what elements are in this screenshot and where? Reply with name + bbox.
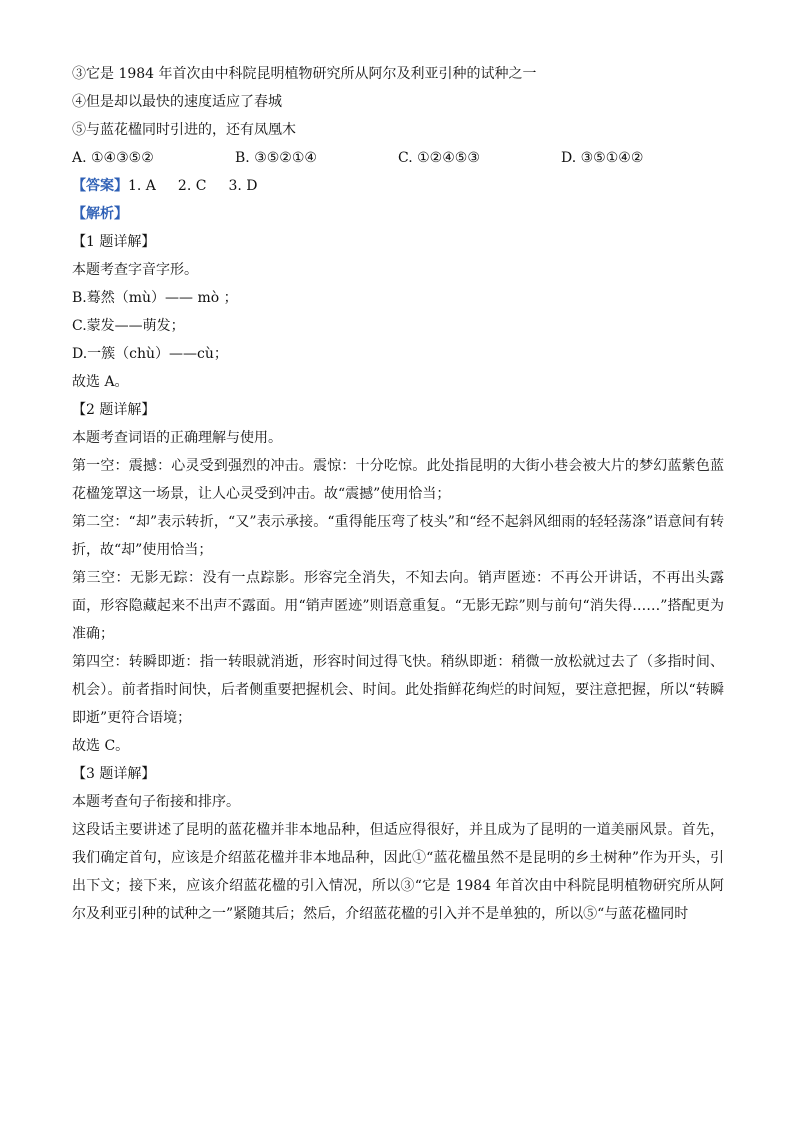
q2-intro: 本题考查词语的正确理解与使用。 bbox=[72, 430, 282, 446]
q1-line-c: C.蒙发——萌发； bbox=[72, 318, 185, 334]
q1-intro: 本题考查字音字形。 bbox=[72, 262, 198, 278]
option-a: A. ①④③⑤② bbox=[72, 150, 154, 166]
q2-blank-1: 第一空：震撼：心灵受到强烈的冲击。震惊：十分吃惊。此处指昆明的大街小巷会被大片的梦幻蓝紫色蓝花楹笼罩这一场景，让人心灵受到冲击。故“震撼”使用恰当； bbox=[72, 458, 724, 502]
sentence-item-5: ⑤与蓝花楹同时引进的，还有凤凰木 bbox=[72, 122, 296, 138]
q1-title: 【1 题详解】 bbox=[72, 234, 156, 250]
answer-line bbox=[72, 172, 724, 200]
q2-conclusion: 故选 C。 bbox=[72, 738, 130, 754]
document-page bbox=[72, 60, 724, 928]
q3-intro: 本题考查句子衔接和排序。 bbox=[72, 794, 240, 810]
option-d: D. ③⑤①④② bbox=[561, 150, 644, 166]
answer-options bbox=[72, 144, 724, 172]
answer-1: 1. A bbox=[128, 178, 156, 194]
q1-line-b: B.蓦然（mù）—— mò ； bbox=[72, 290, 238, 306]
q3-explanation: 这段话主要讲述了昆明的蓝花楹并非本地品种，但适应得很好，并且成为了昆明的一道美丽风景。首先，我们确定首句，应该是介绍蓝花楹并非本地品种，因此①“蓝花楹虽然不是昆明的乡土树种”作为开头，引出下文；接下来，应该介绍蓝花楹的引入情况，所以③“它是 1984 年首次由中科院昆明植物研究所从阿尔及利亚引种的试种之一”紧随其后；然后，介绍蓝花楹的引入并不是单独的，所以⑤“与蓝花楹同时 bbox=[72, 822, 724, 922]
q1-line-d: D.一簇（chù）——cù； bbox=[72, 346, 228, 362]
q2-blank-4: 第四空：转瞬即逝：指一转眼就消逝，形容时间过得飞快。稍纵即逝：稍微一放松就过去了（多指时间、机会）。前者指时间快，后者侧重要把握机会、时间。此处指鲜花绚烂的时间短，要注意把握，所以“转瞬即逝”更符合语境； bbox=[72, 654, 724, 726]
q2-title: 【2 题详解】 bbox=[72, 402, 156, 418]
option-c: C. ①②④⑤③ bbox=[398, 150, 480, 166]
q2-blank-2: 第二空：“却”表示转折，“又”表示承接。“重得能压弯了枝头”和“经不起斜风细雨的轻轻荡涤”语意间有转折，故“却”使用恰当； bbox=[72, 514, 724, 558]
sentence-item-4: ④但是却以最快的速度适应了春城 bbox=[72, 94, 282, 110]
analysis-label: 【解析】 bbox=[72, 206, 128, 222]
option-b: B. ③⑤②①④ bbox=[235, 150, 317, 166]
q2-blank-3: 第三空：无影无踪：没有一点踪影。形容完全消失，不知去向。销声匿迹：不再公开讲话，不再出头露面，形容隐藏起来不出声不露面。用“销声匿迹”则语意重复。“无影无踪”则与前句“消失得……”搭配更为准确； bbox=[72, 570, 724, 642]
q3-title: 【3 题详解】 bbox=[72, 766, 156, 782]
sentence-item-3: ③它是 1984 年首次由中科院昆明植物研究所从阿尔及利亚引种的试种之一 bbox=[72, 66, 537, 82]
q1-conclusion: 故选 A。 bbox=[72, 374, 129, 390]
answer-2: 2. C bbox=[177, 178, 207, 194]
answer-3: 3. D bbox=[228, 178, 258, 194]
answer-label: 【答案】 bbox=[72, 178, 128, 194]
